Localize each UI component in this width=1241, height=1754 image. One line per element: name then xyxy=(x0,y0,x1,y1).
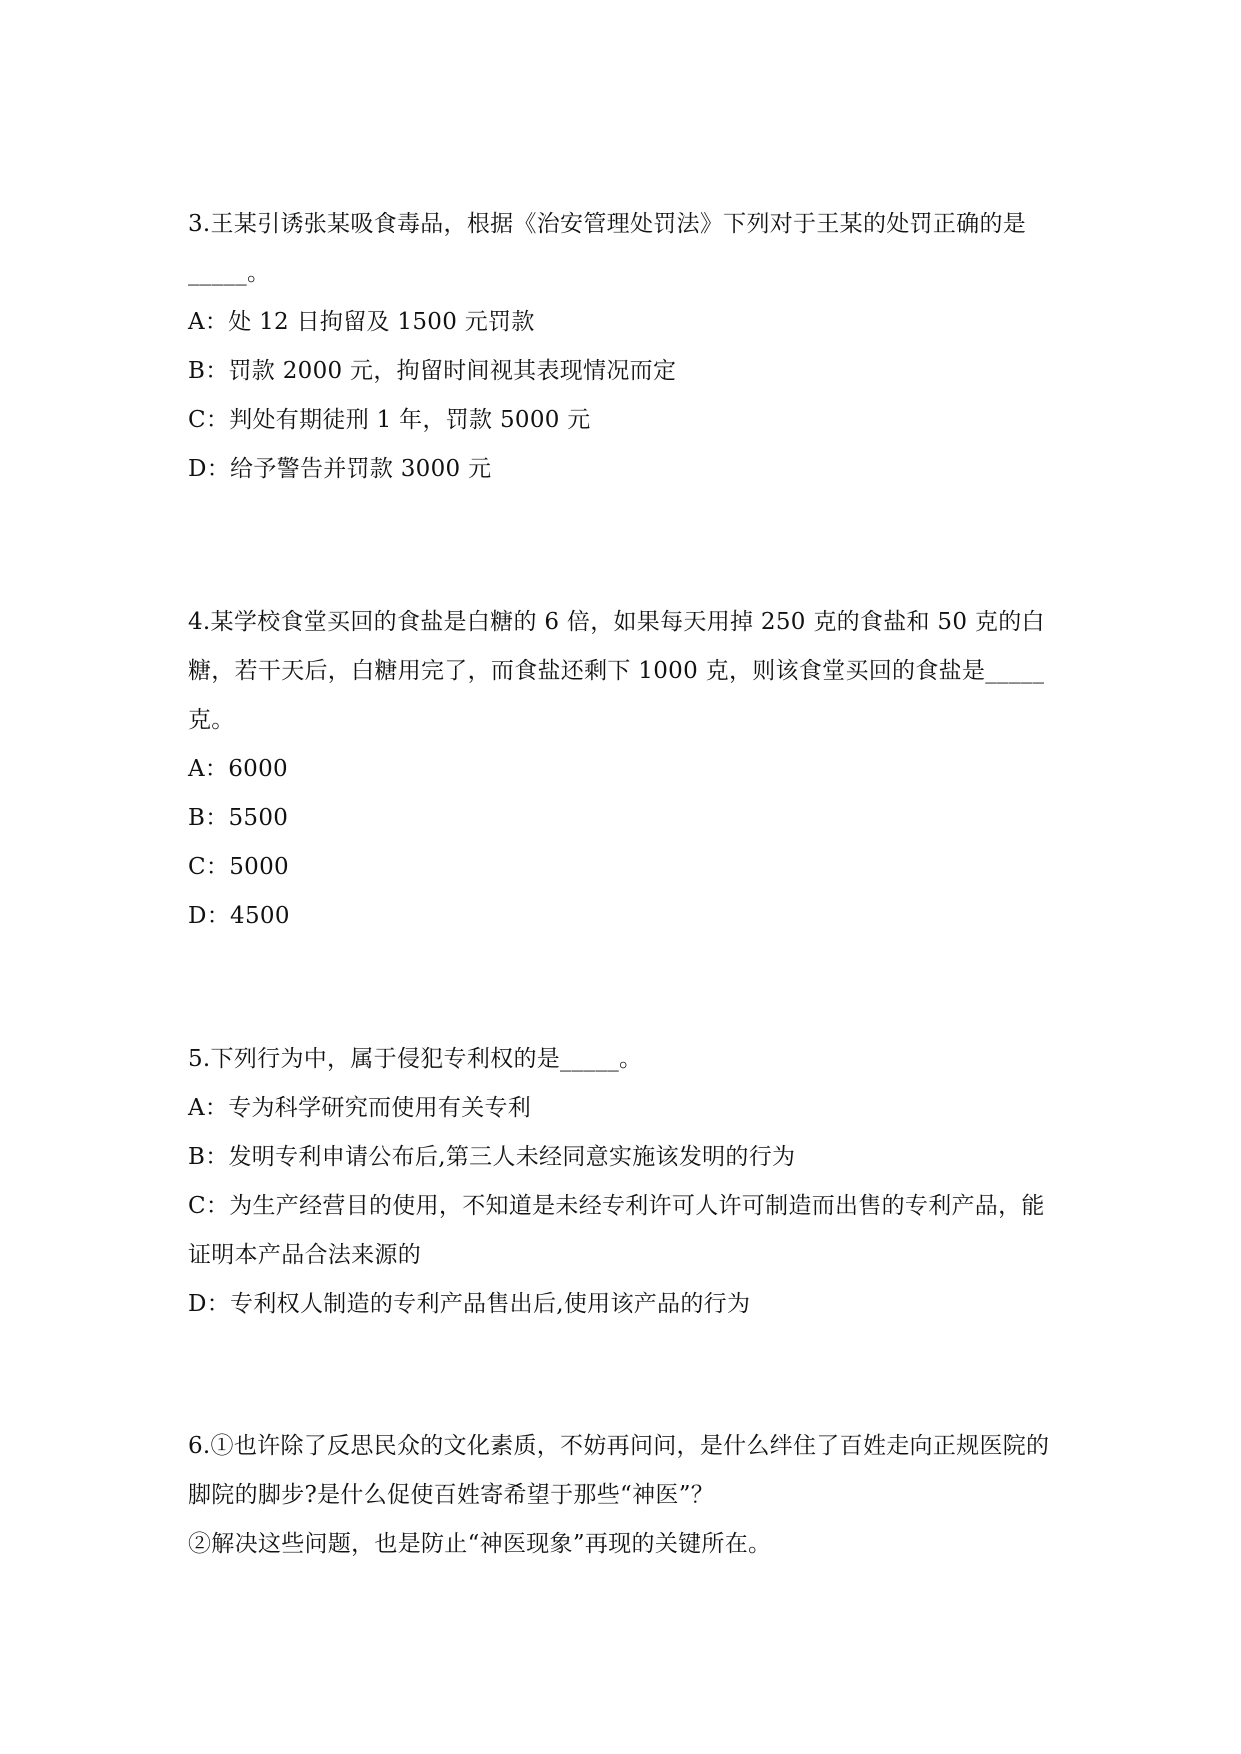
option-c: C：为生产经营目的使用，不知道是未经专利许可人许可制造而出售的专利产品，能证明本产品合法来源的 xyxy=(188,1193,1045,1268)
option-d: D：4500 xyxy=(188,903,290,929)
question-stem: 3.王某引诱张某吸食毒品，根据《治安管理处罚法》下列对于王某的处罚正确的是_____。 xyxy=(188,211,1027,286)
option-a: A：专为科学研究而使用有关专利 xyxy=(188,1095,532,1121)
question-5 xyxy=(188,1035,1058,1329)
option-d: D：给予警告并罚款 3000 元 xyxy=(188,456,492,482)
question-6 xyxy=(188,1422,1058,1569)
question-stem: 5.下列行为中，属于侵犯专利权的是_____。 xyxy=(188,1046,643,1072)
option-a: A：处 12 日拘留及 1500 元罚款 xyxy=(188,309,535,335)
option-b: B：发明专利申请公布后,第三人未经同意实施该发明的行为 xyxy=(188,1144,796,1170)
option-b: B：罚款 2000 元，拘留时间视其表现情况而定 xyxy=(188,358,677,384)
option-c: C：判处有期徒刑 1 年，罚款 5000 元 xyxy=(188,407,591,433)
question-3 xyxy=(188,200,1058,494)
question-4 xyxy=(188,598,1058,941)
question-stem: 4.某学校食堂买回的食盐是白糖的 6 倍，如果每天用掉 250 克的食盐和 50 克的白糖，若干天后，白糖用完了，而食盐还剩下 1000 克，则该食堂买回的食盐是_____克。 xyxy=(188,609,1045,733)
option-a: A：6000 xyxy=(188,756,288,782)
question-stem: 6.①也许除了反思民众的文化素质，不妨再问问，是什么绊住了百姓走向正规医院的脚院的脚步?是什么促使百姓寄希望于那些“神医”？ xyxy=(188,1433,1050,1508)
option-b: B：5500 xyxy=(188,805,289,831)
option-d: D：专利权人制造的专利产品售出后,使用该产品的行为 xyxy=(188,1291,751,1317)
option-c: C：5000 xyxy=(188,854,289,880)
sentence-2: ②解决这些问题，也是防止“神医现象”再现的关键所在。 xyxy=(188,1531,772,1557)
